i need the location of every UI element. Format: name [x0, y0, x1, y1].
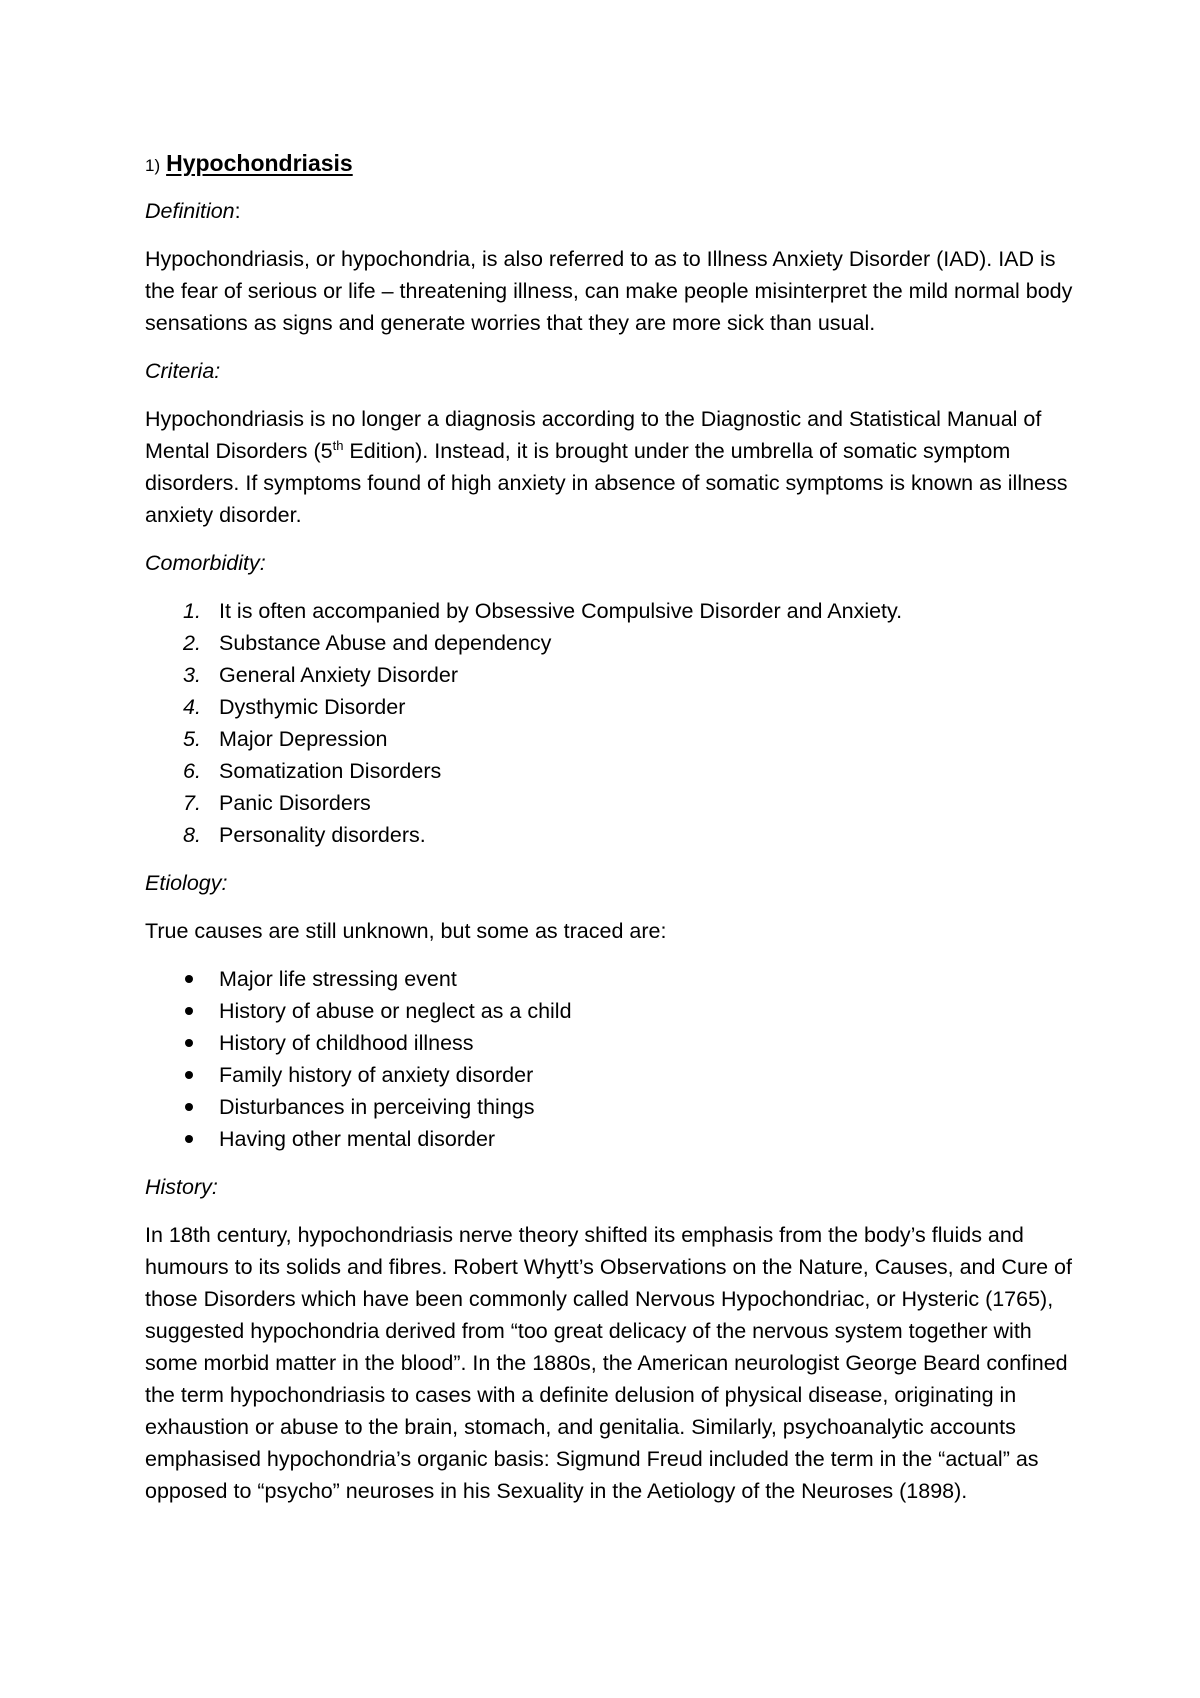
bullet-icon: [185, 1039, 193, 1047]
definition-paragraph: Hypochondriasis, or hypochondria, is also referred to as to Illness Anxiety Disorder (IAD). IAD is the fear of serious or life – threatening illness, can make people misinterpret the mild normal body sensations as signs and generate worries that they are more sick than usual.: [145, 247, 1073, 335]
etiology-intro: True causes are still unknown, but some as traced are:: [145, 919, 667, 943]
list-item-text: History of abuse or neglect as a child: [219, 999, 572, 1023]
list-item-text: General Anxiety Disorder: [219, 663, 458, 687]
list-item-text: Major life stressing event: [219, 967, 457, 991]
list-item-number: 3.: [183, 663, 201, 687]
section-heading: [145, 146, 1075, 183]
list-item-text: Panic Disorders: [219, 791, 371, 815]
criteria-paragraph: [145, 403, 1075, 531]
bullet-icon: [185, 1103, 193, 1111]
document-page: [145, 146, 1075, 1523]
list-item: [145, 627, 1075, 659]
list-item-text: Somatization Disorders: [219, 759, 442, 783]
list-item-number: 7.: [183, 791, 201, 815]
comorbidity-list: [145, 595, 1075, 851]
etiology-list: [145, 963, 1075, 1155]
list-item-text: History of childhood illness: [219, 1031, 474, 1055]
list-item-text: It is often accompanied by Obsessive Compulsive Disorder and Anxiety.: [219, 599, 903, 623]
definition-label-text: Definition: [145, 199, 235, 223]
list-item-number: 8.: [183, 823, 201, 847]
list-item-number: 4.: [183, 695, 201, 719]
list-item-text: Family history of anxiety disorder: [219, 1063, 534, 1087]
criteria-text-part2: Edition). Instead, it is brought under the umbrella of somatic symptom disorders. If symptoms found of high anxiety in absence of somatic symptoms is known as illness anxiety disorder.: [145, 439, 1068, 527]
list-item-number: 6.: [183, 759, 201, 783]
list-item: [145, 963, 1075, 995]
list-item-text: Personality disorders.: [219, 823, 426, 847]
list-item: [145, 691, 1075, 723]
list-item-text: Having other mental disorder: [219, 1127, 496, 1151]
list-item-number: 5.: [183, 727, 201, 751]
definition-label: [145, 195, 1075, 227]
bullet-icon: [185, 975, 193, 983]
list-item: [145, 819, 1075, 851]
criteria-label: Criteria:: [145, 359, 221, 383]
list-item-text: Substance Abuse and dependency: [219, 631, 552, 655]
list-item: [145, 995, 1075, 1027]
bullet-icon: [185, 1135, 193, 1143]
list-item-number: 1.: [183, 599, 201, 623]
list-item: [145, 723, 1075, 755]
etiology-label: Etiology:: [145, 871, 228, 895]
list-item-text: Dysthymic Disorder: [219, 695, 406, 719]
comorbidity-label: Comorbidity:: [145, 551, 266, 575]
history-paragraph: In 18th century, hypochondriasis nerve theory shifted its emphasis from the body’s fluids and humours to its solids and fibres. Robert Whytt’s Observations on the Nature, Causes, and Cure of those Disorders which have been commonly called Nervous Hypochondriac, or Hysteric (1765), suggested hypochondria derived from “too great delicacy of the nervous system together with some morbid matter in the blood”. In the 1880s, the American neurologist George Beard confined the term hypochondriasis to cases with a definite delusion of physical disease, originating in exhaustion or abuse to the brain, stomach, and genitalia. Similarly, psychoanalytic accounts emphasised hypochondria’s organic basis: Sigmund Freud included the term in the “actual” as opposed to “psycho” neuroses in his Sexuality in the Aetiology of the Neuroses (1898).: [145, 1223, 1072, 1503]
list-item: [145, 787, 1075, 819]
criteria-superscript: th: [332, 437, 344, 453]
bullet-icon: [185, 1071, 193, 1079]
list-item-number: 2.: [183, 631, 201, 655]
list-item: [145, 1027, 1075, 1059]
history-label: History:: [145, 1175, 218, 1199]
criteria-text-part1: Hypochondriasis is no longer a diagnosis according to the Diagnostic and Statistical Manual of Mental Disorders (5: [145, 407, 1042, 463]
bullet-icon: [185, 1007, 193, 1015]
list-item: [145, 659, 1075, 691]
list-item-text: Disturbances in perceiving things: [219, 1095, 535, 1119]
heading-title: Hypochondriasis: [166, 150, 353, 176]
list-item: [145, 1123, 1075, 1155]
list-item: [145, 1059, 1075, 1091]
list-item-text: Major Depression: [219, 727, 388, 751]
list-item: [145, 595, 1075, 627]
heading-number: 1): [145, 156, 161, 175]
list-item: [145, 1091, 1075, 1123]
definition-label-colon: :: [234, 199, 241, 223]
list-item: [145, 755, 1075, 787]
